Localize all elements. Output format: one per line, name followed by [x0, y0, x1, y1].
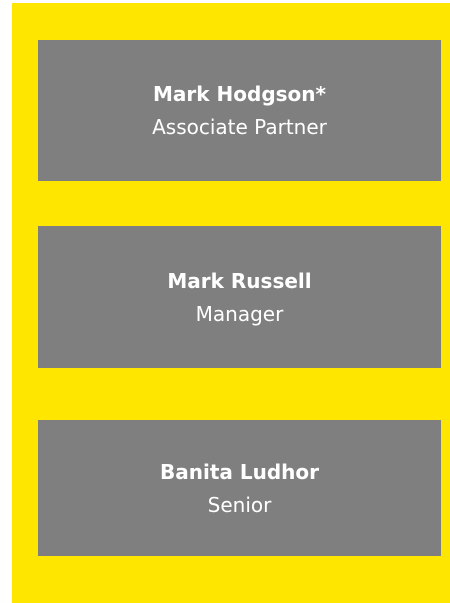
person-card-banita-ludhor: [38, 420, 441, 556]
person-role: Manager: [195, 301, 284, 326]
person-card-mark-russell: [38, 226, 441, 368]
person-name: Mark Russell: [167, 268, 312, 293]
person-name: Banita Ludhor: [160, 459, 319, 484]
person-role: Senior: [207, 492, 272, 517]
person-card-mark-hodgson: [38, 40, 441, 181]
person-role: Associate Partner: [152, 115, 327, 139]
person-name: Mark Hodgson*: [153, 82, 326, 106]
